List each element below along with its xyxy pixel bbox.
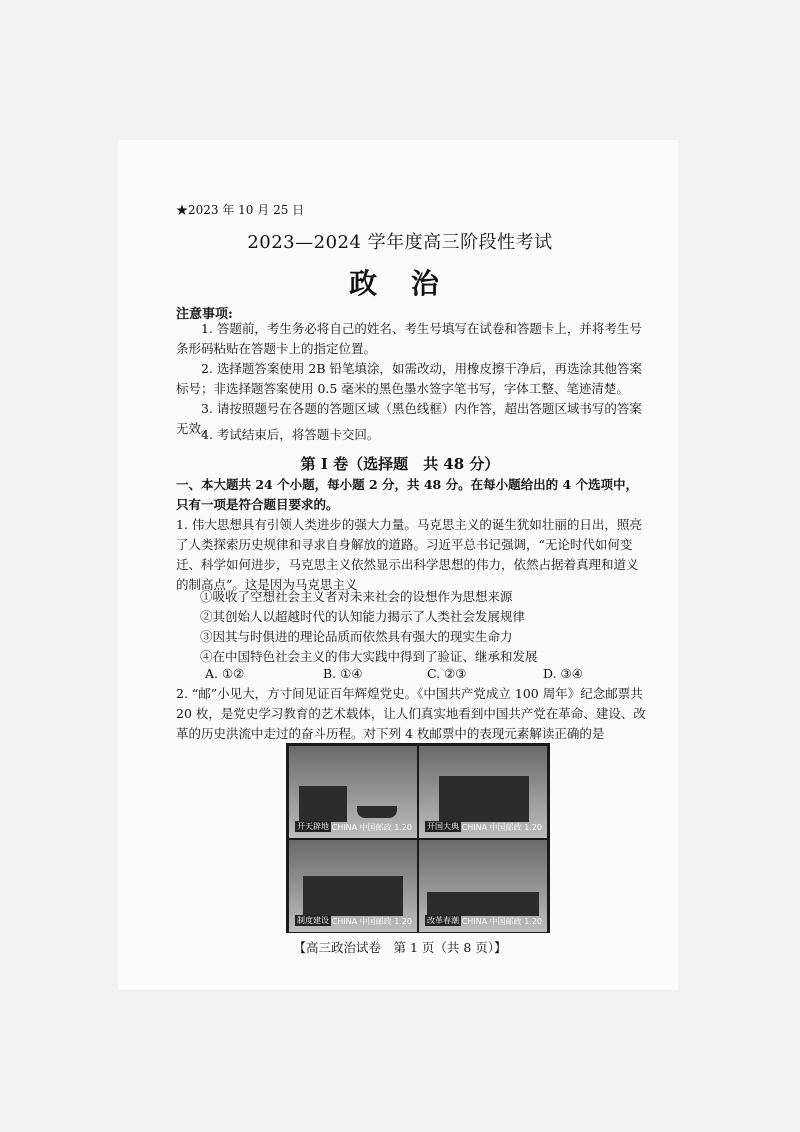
stamp-1-caption: 开天辟地 xyxy=(297,822,329,831)
stamp-1 xyxy=(289,746,417,838)
exam-date: ★2023 年 10 月 25 日 xyxy=(176,203,305,217)
stamp-4-caption: 改革春潮 xyxy=(427,916,459,925)
crowd-shape xyxy=(427,892,539,916)
question-2-stem: 2. “邮”小见大，方寸间见证百年辉煌党史。《中国共产党成立 100 周年》纪念邮票共 20 枚，是党史学习教育的艺术载体，让人们真实地看到中国共产党在革命、建设、改革的历史洪流中走过的奋斗历程。对下列 4 枚邮票中的表现元素解读正确的是 xyxy=(176,686,646,741)
gate-tower-shape xyxy=(439,776,529,822)
stamp-2 xyxy=(419,746,547,838)
notice-item-4: 4. 考试结束后，将答题卡交回。 xyxy=(201,427,380,442)
section-instruction: 一、本大题共 24 个小题，每小题 2 分，共 48 分。在每小题给出的 4 个选项中，只有一项是符合题目要求的。 xyxy=(176,477,639,512)
q1-option-c: C. ②③ xyxy=(427,666,467,681)
q1-statement-4: ④在中国特色社会主义的伟大实践中得到了验证、继承和发展 xyxy=(200,649,538,664)
notice-heading: 注意事项: xyxy=(176,307,233,322)
building-shape xyxy=(299,786,347,822)
stamp-4-value: CHINA 中国邮政 1.20 xyxy=(461,917,542,926)
q1-option-a: A. ①② xyxy=(205,666,245,681)
q1-option-b: B. ①④ xyxy=(323,666,363,681)
boat-shape xyxy=(357,806,397,818)
stamp-3-value: CHINA 中国邮政 1.20 xyxy=(331,917,412,926)
exam-title: 2023—2024 学年度高三阶段性考试 xyxy=(247,232,553,253)
stamp-set-image xyxy=(286,743,550,933)
section-title: 第 I 卷（选择题 共 48 分） xyxy=(300,455,500,473)
notice-item-3: 3. 请按照题号在各题的答题区域（黑色线框）内作答，超出答题区域书写的答案无效。 xyxy=(176,401,642,436)
q1-options xyxy=(205,666,605,686)
stamp-3-caption: 制度建设 xyxy=(297,916,329,925)
q1-option-d: D. ③④ xyxy=(543,666,583,681)
q1-statement-2: ②其创始人以超越时代的认知能力揭示了人类社会发展规律 xyxy=(200,609,526,624)
stamp-1-value: CHINA 中国邮政 1.20 xyxy=(331,823,412,832)
page-footer: 【高三政治试卷 第 1 页（共 8 页）】 xyxy=(293,940,507,955)
stamp-2-caption: 开国大典 xyxy=(427,822,459,831)
stamp-2-value: CHINA 中国邮政 1.20 xyxy=(461,823,542,832)
notice-item-2: 2. 选择题答案使用 2B 铅笔填涂，如需改动，用橡皮擦干净后，再选涂其他答案标号；非选择题答案使用 0.5 毫米的黑色墨水签字笔书写，字体工整、笔迹清楚。 xyxy=(176,361,642,396)
exam-subject: 政 治 xyxy=(349,267,451,300)
question-1-stem: 1. 伟大思想具有引领人类进步的强大力量。马克思主义的诞生犹如壮丽的日出，照亮了人类探索历史规律和寻求自身解放的道路。习近平总书记强调，“无论时代如何变迁、科学如何进步，马克思主义依然显示出科学思想的伟力，依然占据着真理和道义的制高点”。这是因为马克思主义 xyxy=(176,517,642,592)
stamp-4 xyxy=(419,840,547,932)
notice-item-1: 1. 答题前，考生务必将自己的姓名、考生号填写在试卷和答题卡上，并将考生号条形码粘贴在答题卡上的指定位置。 xyxy=(176,321,642,356)
hall-shape xyxy=(303,876,403,916)
q1-statement-3: ③因其与时俱进的理论品质而依然具有强大的现实生命力 xyxy=(200,629,513,644)
stamp-3 xyxy=(289,840,417,932)
q1-statement-1: ①吸收了空想社会主义者对未来社会的设想作为思想来源 xyxy=(200,589,513,604)
